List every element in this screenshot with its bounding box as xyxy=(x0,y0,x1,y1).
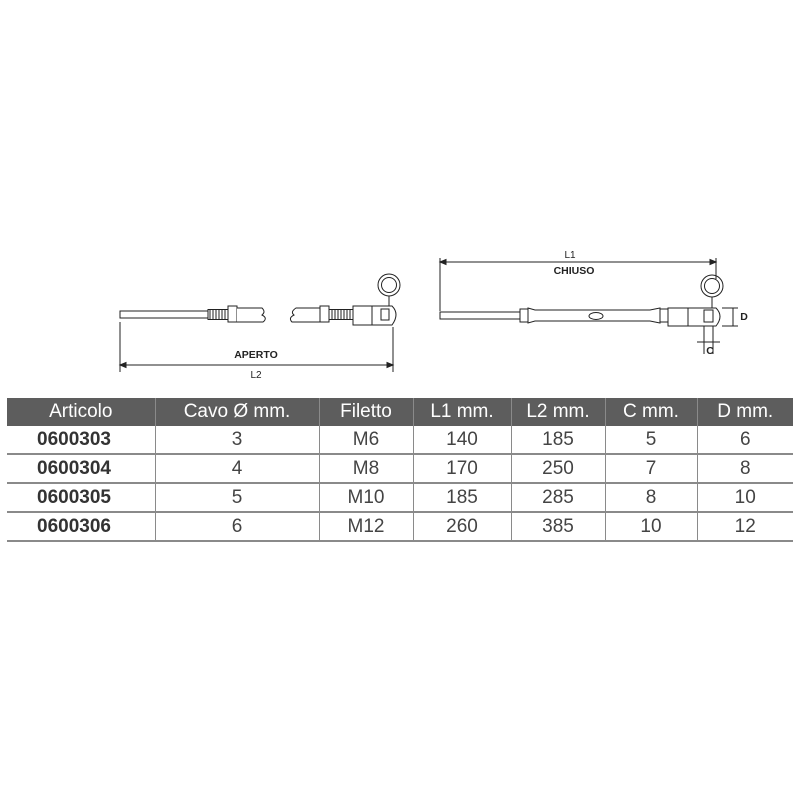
table-row xyxy=(7,454,793,483)
header-filetto: Filetto xyxy=(319,398,413,426)
open-turnbuckle xyxy=(120,274,400,325)
cell-cavo: 3 xyxy=(155,426,319,454)
table-row xyxy=(7,483,793,512)
cell-filetto: M12 xyxy=(319,512,413,541)
cell-d: 10 xyxy=(697,483,793,512)
header-cavo: Cavo Ø mm. xyxy=(155,398,319,426)
header-articolo: Articolo xyxy=(7,398,155,426)
label-chiuso: CHIUSO xyxy=(553,265,595,277)
cell-articolo: 0600305 xyxy=(7,483,155,512)
spec-table xyxy=(7,398,793,542)
cell-l1: 260 xyxy=(413,512,511,541)
cell-l1: 140 xyxy=(413,426,511,454)
cell-cavo: 5 xyxy=(155,483,319,512)
cell-filetto: M8 xyxy=(319,454,413,483)
label-l1: L1 xyxy=(564,250,576,261)
table-header-row xyxy=(7,398,793,426)
cell-d: 12 xyxy=(697,512,793,541)
cell-c: 5 xyxy=(605,426,697,454)
label-c: C xyxy=(706,345,714,357)
cell-l2: 385 xyxy=(511,512,605,541)
cell-filetto: M6 xyxy=(319,426,413,454)
cell-cavo: 4 xyxy=(155,454,319,483)
cell-c: 8 xyxy=(605,483,697,512)
closed-turnbuckle xyxy=(440,275,723,326)
header-l2: L2 mm. xyxy=(511,398,605,426)
cell-l2: 185 xyxy=(511,426,605,454)
header-l1: L1 mm. xyxy=(413,398,511,426)
header-c: C mm. xyxy=(605,398,697,426)
dim-line-d xyxy=(722,308,738,326)
label-d: D xyxy=(740,311,748,323)
cell-cavo: 6 xyxy=(155,512,319,541)
header-d: D mm. xyxy=(697,398,793,426)
table-row xyxy=(7,426,793,454)
cell-articolo: 0600306 xyxy=(7,512,155,541)
cell-l1: 170 xyxy=(413,454,511,483)
cell-l2: 285 xyxy=(511,483,605,512)
label-l2: L2 xyxy=(250,370,262,381)
cell-filetto: M10 xyxy=(319,483,413,512)
cell-c: 7 xyxy=(605,454,697,483)
cell-c: 10 xyxy=(605,512,697,541)
table-row xyxy=(7,512,793,541)
cell-d: 8 xyxy=(697,454,793,483)
label-aperto: APERTO xyxy=(234,349,278,361)
cell-d: 6 xyxy=(697,426,793,454)
cell-l1: 185 xyxy=(413,483,511,512)
cell-articolo: 0600303 xyxy=(7,426,155,454)
cell-l2: 250 xyxy=(511,454,605,483)
turnbuckle-drawing xyxy=(0,240,800,390)
cell-articolo: 0600304 xyxy=(7,454,155,483)
dim-line-l2 xyxy=(120,322,393,372)
